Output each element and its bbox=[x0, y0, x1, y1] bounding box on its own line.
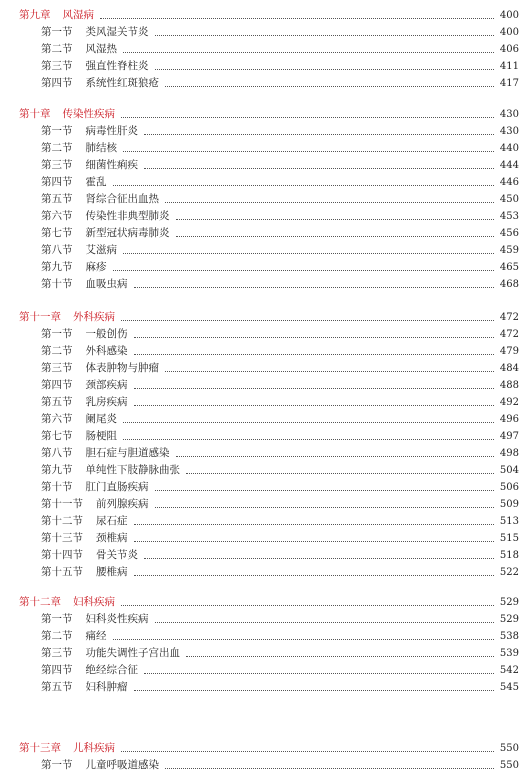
section-number: 第四节 bbox=[41, 664, 73, 677]
section-title: 强直性脊柱炎 bbox=[85, 60, 149, 73]
section-entry[interactable] bbox=[0, 326, 529, 343]
section-number: 第九节 bbox=[41, 464, 73, 477]
section-number: 第二节 bbox=[41, 142, 73, 155]
section-number: 第十节 bbox=[41, 278, 73, 291]
section-entry[interactable] bbox=[0, 564, 529, 581]
dot-leader bbox=[100, 17, 494, 19]
section-title: 血吸虫病 bbox=[85, 278, 128, 291]
section-page-number: 450 bbox=[499, 193, 519, 205]
section-title: 肠梗阻 bbox=[85, 430, 117, 443]
section-number: 第七节 bbox=[41, 227, 73, 240]
section-entry[interactable] bbox=[0, 496, 529, 513]
section-number: 第五节 bbox=[41, 396, 73, 409]
chapter-page-number: 529 bbox=[499, 596, 519, 608]
dot-leader bbox=[134, 523, 494, 525]
dot-leader bbox=[113, 638, 494, 640]
dot-leader bbox=[134, 404, 494, 406]
dot-leader bbox=[165, 370, 494, 372]
section-title: 颈椎病 bbox=[96, 532, 128, 545]
chapter-title: 妇科疾病 bbox=[73, 596, 115, 609]
section-entry[interactable] bbox=[0, 428, 529, 445]
section-page-number: 440 bbox=[499, 142, 519, 154]
section-page-number: 518 bbox=[499, 549, 519, 561]
chapter-number: 第十三章 bbox=[19, 742, 61, 755]
section-number: 第六节 bbox=[41, 210, 73, 223]
chapter-page-number: 472 bbox=[499, 311, 519, 323]
section-entry[interactable] bbox=[0, 611, 529, 628]
section-page-number: 504 bbox=[499, 464, 519, 476]
chapter-page-number: 550 bbox=[499, 742, 519, 754]
section-title: 骨关节炎 bbox=[96, 549, 138, 562]
section-number: 第二节 bbox=[41, 345, 73, 358]
chapter-entry[interactable] bbox=[0, 594, 529, 611]
section-page-number: 529 bbox=[499, 613, 519, 625]
section-page-number: 446 bbox=[499, 176, 519, 188]
section-number: 第三节 bbox=[41, 60, 73, 73]
dot-leader bbox=[165, 85, 494, 87]
dot-leader bbox=[144, 133, 494, 135]
section-number: 第七节 bbox=[41, 430, 73, 443]
section-title: 霍乱 bbox=[85, 176, 107, 189]
section-entry[interactable] bbox=[0, 242, 529, 259]
section-entry[interactable] bbox=[0, 513, 529, 530]
dot-leader bbox=[134, 286, 494, 288]
section-entry[interactable] bbox=[0, 276, 529, 293]
section-entry[interactable] bbox=[0, 191, 529, 208]
chapter-entry[interactable] bbox=[0, 309, 529, 326]
chapter-entry[interactable] bbox=[0, 7, 529, 24]
dot-leader bbox=[155, 621, 494, 623]
section-entry[interactable] bbox=[0, 24, 529, 41]
chapter-title: 传染性疾病 bbox=[62, 108, 115, 121]
section-page-number: 506 bbox=[499, 481, 519, 493]
section-title: 腰椎病 bbox=[96, 566, 128, 579]
section-entry[interactable] bbox=[0, 140, 529, 157]
dot-leader bbox=[134, 387, 494, 389]
section-title: 系统性红斑狼疮 bbox=[85, 77, 159, 90]
chapter-page-number: 430 bbox=[499, 108, 519, 120]
section-number: 第三节 bbox=[41, 362, 73, 375]
dot-leader bbox=[165, 767, 494, 769]
section-page-number: 465 bbox=[499, 261, 519, 273]
section-title: 前列腺疾病 bbox=[96, 498, 149, 511]
section-entry[interactable] bbox=[0, 645, 529, 662]
section-number: 第二节 bbox=[41, 630, 73, 643]
section-entry[interactable] bbox=[0, 75, 529, 92]
dot-leader bbox=[186, 472, 494, 474]
section-title: 妇科炎性疾病 bbox=[85, 613, 149, 626]
dot-leader bbox=[123, 252, 494, 254]
section-page-number: 513 bbox=[499, 515, 519, 527]
section-entry[interactable] bbox=[0, 411, 529, 428]
chapter-number: 第十一章 bbox=[19, 311, 61, 324]
section-page-number: 411 bbox=[499, 60, 519, 72]
dot-leader bbox=[121, 319, 494, 321]
section-number: 第八节 bbox=[41, 244, 73, 257]
section-page-number: 492 bbox=[499, 396, 519, 408]
section-title: 体表肿物与肿瘤 bbox=[85, 362, 159, 375]
dot-leader bbox=[144, 672, 494, 674]
section-entry[interactable] bbox=[0, 757, 529, 774]
section-number: 第十一节 bbox=[41, 498, 83, 511]
dot-leader bbox=[176, 455, 494, 457]
section-title: 一般创伤 bbox=[85, 328, 128, 341]
section-page-number: 400 bbox=[499, 26, 519, 38]
section-page-number: 522 bbox=[499, 566, 519, 578]
chapter-number: 第九章 bbox=[19, 9, 51, 22]
chapter-entry[interactable] bbox=[0, 740, 529, 757]
section-page-number: 406 bbox=[499, 43, 519, 55]
section-entry[interactable] bbox=[0, 360, 529, 377]
section-page-number: 496 bbox=[499, 413, 519, 425]
section-number: 第一节 bbox=[41, 125, 73, 138]
dot-leader bbox=[121, 116, 494, 118]
section-entry[interactable] bbox=[0, 208, 529, 225]
section-title: 麻疹 bbox=[85, 261, 107, 274]
chapter-entry[interactable] bbox=[0, 106, 529, 123]
section-entry[interactable] bbox=[0, 377, 529, 394]
dot-leader bbox=[176, 235, 494, 237]
section-title: 颈部疾病 bbox=[85, 379, 128, 392]
dot-leader bbox=[123, 150, 494, 152]
section-title: 类风湿关节炎 bbox=[85, 26, 149, 39]
section-title: 妇科肿瘤 bbox=[85, 681, 128, 694]
section-page-number: 550 bbox=[499, 759, 519, 771]
section-page-number: 509 bbox=[499, 498, 519, 510]
dot-leader bbox=[123, 51, 494, 53]
section-title: 阑尾炎 bbox=[85, 413, 117, 426]
section-title: 儿童呼吸道感染 bbox=[85, 759, 159, 772]
chapter-title: 外科疾病 bbox=[73, 311, 115, 324]
dot-leader bbox=[165, 201, 494, 203]
section-entry[interactable] bbox=[0, 394, 529, 411]
section-number: 第五节 bbox=[41, 193, 73, 206]
dot-leader bbox=[121, 750, 494, 752]
section-title: 传染性非典型肺炎 bbox=[85, 210, 170, 223]
section-title: 乳房疾病 bbox=[85, 396, 128, 409]
section-page-number: 515 bbox=[499, 532, 519, 544]
section-title: 绝经综合征 bbox=[85, 664, 138, 677]
section-number: 第一节 bbox=[41, 328, 73, 341]
dot-leader bbox=[123, 421, 494, 423]
dot-leader bbox=[134, 689, 494, 691]
section-page-number: 542 bbox=[499, 664, 519, 676]
dot-leader bbox=[134, 540, 494, 542]
dot-leader bbox=[186, 655, 494, 657]
chapter-title: 儿科疾病 bbox=[73, 742, 115, 755]
section-number: 第一节 bbox=[41, 26, 73, 39]
section-entry[interactable] bbox=[0, 547, 529, 564]
dot-leader bbox=[134, 353, 494, 355]
section-title: 新型冠状病毒肺炎 bbox=[85, 227, 170, 240]
section-title: 病毒性肝炎 bbox=[85, 125, 138, 138]
dot-leader bbox=[155, 68, 494, 70]
section-entry[interactable] bbox=[0, 628, 529, 645]
dot-leader bbox=[134, 574, 494, 576]
section-number: 第十三节 bbox=[41, 532, 83, 545]
section-number: 第十二节 bbox=[41, 515, 83, 528]
section-number: 第三节 bbox=[41, 159, 73, 172]
section-entry[interactable] bbox=[0, 679, 529, 696]
section-number: 第一节 bbox=[41, 613, 73, 626]
section-page-number: 488 bbox=[499, 379, 519, 391]
section-number: 第四节 bbox=[41, 379, 73, 392]
section-page-number: 456 bbox=[499, 227, 519, 239]
section-page-number: 484 bbox=[499, 362, 519, 374]
section-entry[interactable] bbox=[0, 174, 529, 191]
section-entry[interactable] bbox=[0, 41, 529, 58]
dot-leader bbox=[113, 269, 494, 271]
dot-leader bbox=[155, 506, 494, 508]
dot-leader bbox=[134, 336, 494, 338]
section-page-number: 498 bbox=[499, 447, 519, 459]
section-title: 胆石症与胆道感染 bbox=[85, 447, 170, 460]
section-title: 细菌性痢疾 bbox=[85, 159, 138, 172]
section-title: 肾综合征出血热 bbox=[85, 193, 159, 206]
section-number: 第二节 bbox=[41, 43, 73, 56]
section-title: 尿石症 bbox=[96, 515, 128, 528]
section-page-number: 539 bbox=[499, 647, 519, 659]
section-page-number: 444 bbox=[499, 159, 519, 171]
section-page-number: 468 bbox=[499, 278, 519, 290]
section-entry[interactable] bbox=[0, 157, 529, 174]
section-number: 第六节 bbox=[41, 413, 73, 426]
section-entry[interactable] bbox=[0, 530, 529, 547]
dot-leader bbox=[155, 489, 494, 491]
section-page-number: 430 bbox=[499, 125, 519, 137]
section-entry[interactable] bbox=[0, 662, 529, 679]
chapter-page-number: 400 bbox=[499, 9, 519, 21]
section-number: 第四节 bbox=[41, 77, 73, 90]
section-number: 第九节 bbox=[41, 261, 73, 274]
section-entry[interactable] bbox=[0, 58, 529, 75]
section-page-number: 538 bbox=[499, 630, 519, 642]
dot-leader bbox=[113, 184, 494, 186]
section-entry[interactable] bbox=[0, 343, 529, 360]
section-title: 单纯性下肢静脉曲张 bbox=[85, 464, 180, 477]
section-page-number: 545 bbox=[499, 681, 519, 693]
section-page-number: 453 bbox=[499, 210, 519, 222]
section-number: 第一节 bbox=[41, 759, 73, 772]
section-number: 第五节 bbox=[41, 681, 73, 694]
section-entry[interactable] bbox=[0, 445, 529, 462]
section-title: 外科感染 bbox=[85, 345, 128, 358]
section-number: 第十五节 bbox=[41, 566, 83, 579]
section-title: 功能失调性子宫出血 bbox=[85, 647, 180, 660]
dot-leader bbox=[121, 604, 494, 606]
section-page-number: 472 bbox=[499, 328, 519, 340]
dot-leader bbox=[123, 438, 494, 440]
section-page-number: 417 bbox=[499, 77, 519, 89]
section-page-number: 497 bbox=[499, 430, 519, 442]
section-title: 艾滋病 bbox=[85, 244, 117, 257]
section-title: 风湿热 bbox=[85, 43, 117, 56]
section-entry[interactable] bbox=[0, 462, 529, 479]
dot-leader bbox=[155, 34, 494, 36]
section-title: 痛经 bbox=[85, 630, 107, 643]
chapter-number: 第十章 bbox=[19, 108, 51, 121]
section-title: 肺结核 bbox=[85, 142, 117, 155]
dot-leader bbox=[144, 167, 494, 169]
section-page-number: 479 bbox=[499, 345, 519, 357]
section-entry[interactable] bbox=[0, 123, 529, 140]
section-entry[interactable] bbox=[0, 225, 529, 242]
section-number: 第十节 bbox=[41, 481, 73, 494]
section-number: 第三节 bbox=[41, 647, 73, 660]
section-number: 第十四节 bbox=[41, 549, 83, 562]
chapter-number: 第十二章 bbox=[19, 596, 61, 609]
section-entry[interactable] bbox=[0, 259, 529, 276]
section-title: 肛门直肠疾病 bbox=[85, 481, 149, 494]
dot-leader bbox=[176, 218, 494, 220]
chapter-title: 风湿病 bbox=[62, 9, 94, 22]
section-number: 第八节 bbox=[41, 447, 73, 460]
section-number: 第四节 bbox=[41, 176, 73, 189]
section-entry[interactable] bbox=[0, 479, 529, 496]
section-page-number: 459 bbox=[499, 244, 519, 256]
dot-leader bbox=[144, 557, 494, 559]
